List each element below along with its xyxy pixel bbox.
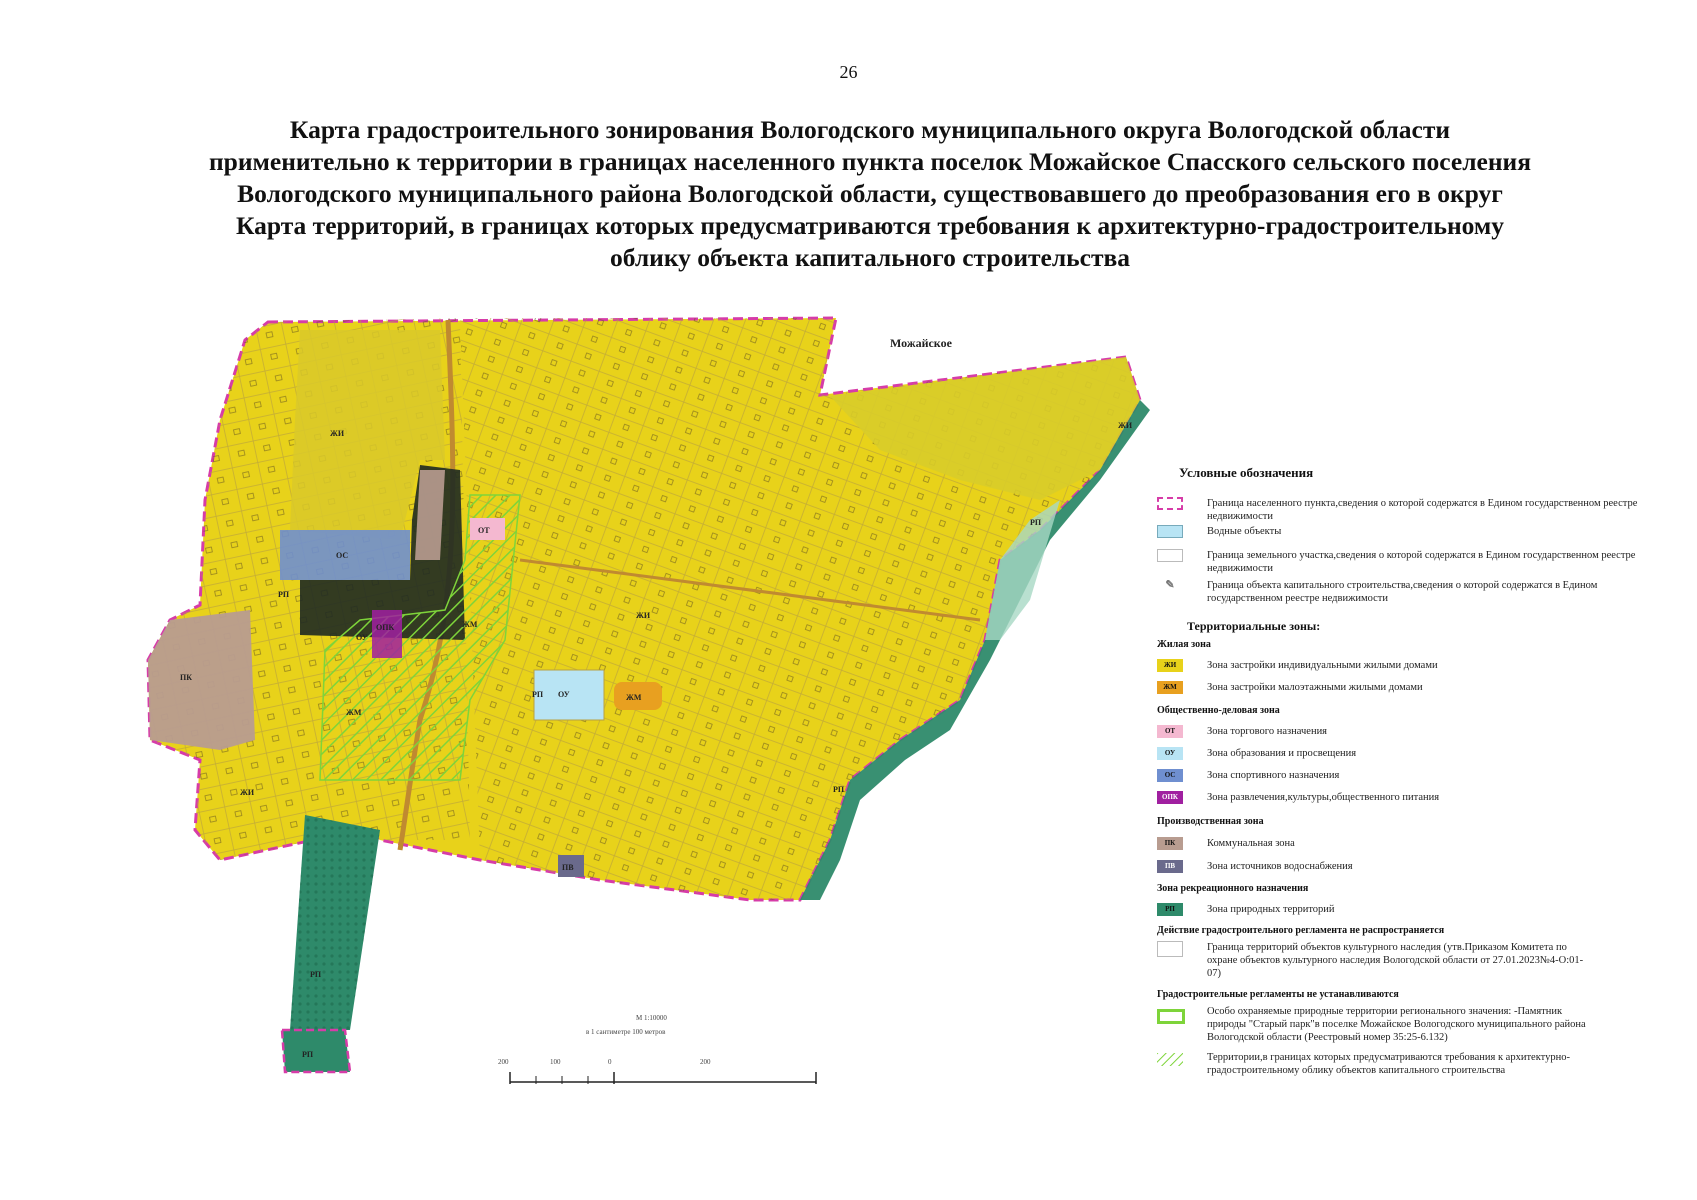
plot-border-swatch: [1157, 549, 1183, 562]
scale-tick: 200: [498, 1058, 509, 1066]
zone-o-k[interactable]: [372, 610, 402, 658]
label-r-p-5: РП: [1030, 518, 1042, 527]
label-r-p-6: РП: [532, 690, 544, 699]
label-r-p-2: РП: [310, 970, 322, 979]
heritage-swatch: [1157, 941, 1183, 957]
group-no-regulations-set: Градостроительные регламенты не устанавливаются: [1157, 989, 1399, 1000]
label-zh-i-4: ЖИ: [1118, 421, 1133, 430]
scale-ratio: М 1:10000: [636, 1014, 667, 1022]
legend-text: Зона спортивного назначения: [1207, 770, 1340, 781]
scale-tick: 100: [550, 1058, 561, 1066]
swatch-o-k: ОПК: [1157, 791, 1183, 804]
group-industrial: Производственная зона: [1157, 816, 1264, 827]
legend-text: Коммунальная зона: [1207, 838, 1295, 849]
legend-text: Зона торгового назначения: [1207, 726, 1328, 737]
legend-title: Условные обозначения: [1179, 465, 1314, 480]
swatch-p-k: ПК: [1157, 837, 1183, 850]
legend-text: Граница объекта капитального строительства,сведения о которой содержатся в Едином государственном реестре недвижимости: [1207, 580, 1598, 604]
group-residential: Жилая зона: [1157, 639, 1211, 650]
scale-bar: [490, 1010, 830, 1090]
scale-tick: 200: [700, 1058, 711, 1066]
group-public: Общественно-деловая зона: [1157, 705, 1280, 716]
hatch-swatch: [1157, 1053, 1183, 1066]
label-zh-i-2: ЖИ: [636, 611, 651, 620]
legend-text: Зона застройки индивидуальными жилыми домами: [1207, 660, 1438, 671]
title-line-4: Карта территорий, в границах которых предусматриваются требования к архитектурно-градостроительному: [235, 211, 1505, 240]
park-clearing: [415, 470, 445, 560]
label-zh-m-3: ЖМ: [626, 693, 642, 702]
swatch-o-s: ОС: [1157, 769, 1183, 782]
label-o-u-1: ОУ: [558, 690, 570, 699]
swatch-zh-m: ЖМ: [1157, 681, 1183, 694]
forest-texture: [290, 815, 380, 1030]
legend-text: Зона источников водоснабжения: [1207, 861, 1353, 872]
label-zh-m-2: ЖМ: [346, 708, 362, 717]
legend-text: Особо охраняемые природные территории регионального значения: -Памятник природы "Старый парк"в поселке Можайское Вологодского муниципального района Вологодской области (Реестровый номер 35:25-6.132): [1207, 1006, 1586, 1043]
label-p-v: ПВ: [562, 863, 574, 872]
swatch-o-u: ОУ: [1157, 747, 1183, 760]
label-zh-m-1: ЖМ: [462, 620, 478, 629]
label-zh-i-1: ЖИ: [330, 429, 345, 438]
title-line-3: Вологодского муниципального района Вологодской области, существовавшего до преобразования его в округ: [237, 179, 1503, 208]
legend-text: Граница населенного пункта,сведения о которой содержатся в Едином государственном реестре недвижимости: [1207, 498, 1638, 522]
label-r-p-3: РП: [302, 1050, 314, 1059]
label-o-k: ОПК: [376, 623, 395, 632]
group-no-regulation: Действие градостроительного регламента не распространяется: [1157, 925, 1445, 936]
title-line-5: облику объекта капитального строительства: [609, 243, 1131, 272]
scale-ruler: [490, 1062, 830, 1102]
legend-text: Зона развлечения,культуры,общественного питания: [1207, 792, 1440, 803]
label-o-s: ОС: [336, 551, 349, 560]
label-zh-i-3: ЖИ: [240, 788, 255, 797]
label-r-p-4: РП: [833, 785, 845, 794]
legend-text: Территории,в границах которых предусматриваются требования к архитектурно-градостроительному облику объектов капитального строительства: [1207, 1052, 1570, 1076]
scale-note: в 1 сантиметре 100 метров: [586, 1028, 666, 1036]
legend-text: Зона образования и просвещения: [1207, 748, 1357, 759]
zone-r-p-tail[interactable]: [282, 1030, 350, 1072]
dashed-border-swatch: [1157, 497, 1183, 510]
legend-text: Водные объекты: [1207, 526, 1282, 537]
zone-p-k[interactable]: [148, 610, 255, 750]
swatch-r-p: РП: [1157, 903, 1183, 916]
legend-text: Граница территорий объектов культурного наследия (утв.Приказом Комитета по охране объектов культурного наследия Вологодской области от 27.01.2023№4-О:01-07): [1207, 942, 1584, 979]
title-line-1: Карта градостроительного зонирования Вологодского муниципального округа Вологодской области: [289, 115, 1451, 144]
page-number: 26: [839, 62, 858, 82]
label-o-u-2: ОУ: [356, 633, 368, 642]
swatch-o-t: ОТ: [1157, 725, 1183, 738]
protected-swatch: [1157, 1009, 1185, 1024]
place-name-label: Можайское: [890, 336, 952, 350]
swatch-p-v: ПВ: [1157, 860, 1183, 873]
label-o-t: ОТ: [478, 526, 490, 535]
legend-text: Граница земельного участка,сведения о которой содержатся в Едином государственном реестре недвижимости: [1207, 550, 1636, 574]
label-r-p-1: РП: [278, 590, 290, 599]
pencil-icon: ✎: [1165, 579, 1175, 591]
scale-tick: 0: [608, 1058, 612, 1066]
legend-text: Зона застройки малоэтажными жилыми домами: [1207, 682, 1423, 693]
title-line-2: применительно к территории в границах населенного пункта поселок Можайское Спасского сельского поселения: [208, 147, 1532, 176]
legend-text: Зона природных территорий: [1207, 904, 1335, 915]
label-p-k: ПК: [180, 673, 193, 682]
swatch-zh-i: ЖИ: [1157, 659, 1183, 672]
water-swatch: [1157, 525, 1183, 538]
zones-title: Территориальные зоны:: [1187, 619, 1321, 633]
group-recreation: Зона рекреационного назначения: [1157, 883, 1309, 894]
